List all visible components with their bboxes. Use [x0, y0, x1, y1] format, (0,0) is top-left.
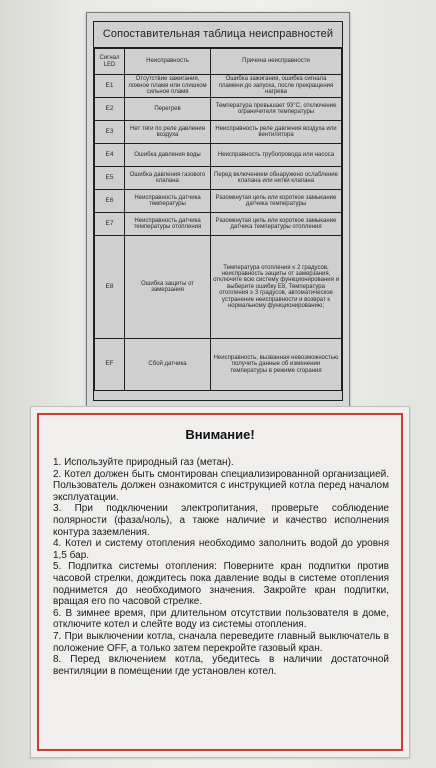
fault-cause: Перед включением обнаружено ослабление клапана или нитки клапана — [211, 167, 342, 190]
fault-code: E6 — [95, 190, 125, 213]
table-row — [95, 190, 342, 213]
header-fault: Неисправность — [125, 49, 211, 75]
header-signal: Сигнал LED — [95, 49, 125, 75]
instruction-item: 3. При подключении электропитания, проверьте соблюдение полярности (фаза/ноль), а также наличие и качество исполнения контура заземления. — [53, 503, 389, 538]
instruction-item: 1. Используйте природный газ (метан). — [53, 457, 234, 468]
instruction-item: 7. При выключении котла, сначала переведите главный выключатель в положение OFF, а только затем перекройте газовый кран. — [53, 630, 389, 654]
fault-name: Отсутствие зажигания, ложное пламя или слишком сильное пламя — [125, 75, 211, 98]
instruction-item: 5. Подпитка системы отопления: Поверните кран подпитки против часовой стрелки, дождитесь пока давление воды в системе отопления поднимется до необходимого значения. Закройте кран подпитки, вращая его по часовой стрелке. — [53, 561, 389, 608]
fault-cause: Температура превышает 93°С, отключение ограничителя температуры — [211, 98, 342, 121]
fault-table — [94, 48, 342, 391]
fault-code: E8 — [95, 236, 125, 339]
fault-name: Неисправность датчика температуры отопления — [125, 213, 211, 236]
fault-code: E2 — [95, 98, 125, 121]
table-row — [95, 121, 342, 144]
fault-name: Ошибка защиты от замерзания — [125, 236, 211, 339]
fault-cause: Разомкнутая цепь или короткое замыкание датчика температуры отопления — [211, 213, 342, 236]
instruction-item: 6. В зимнее время, при длительном отсутствии пользователя в доме, отключите котел и слейте воду из системы отопления. — [53, 607, 389, 631]
fault-name: Сбой датчика — [125, 339, 211, 391]
warning-red-frame — [37, 413, 403, 751]
warning-heading: Внимание! — [185, 427, 255, 442]
table-row — [95, 75, 342, 98]
fault-cause: Температура отопления ≤ 2 градусов, неисправность защиты от замерзания, отключите всю систему функционирования и выберите ошибку E8, Температура отопления ≥ 3 градусов, автоматическое устранение неисправности и возврат к нормальному функционированию; — [211, 236, 342, 339]
header-cause: Причина неисправности — [211, 49, 342, 75]
fault-table-title: Сопоставительная таблица неисправностей — [94, 22, 342, 48]
fault-name: Неисправность датчика температуры — [125, 190, 211, 213]
fault-code: E7 — [95, 213, 125, 236]
fault-cause: Неисправность, вызванная невозможностью получить данные об изменении температуры в режиме сгорания — [211, 339, 342, 391]
table-row — [95, 167, 342, 190]
warning-instructions — [53, 457, 389, 677]
fault-name: Ошибка давления газового клапана — [125, 167, 211, 190]
fault-cause: Неисправность реле давления воздуха или вентилятора — [211, 121, 342, 144]
instruction-item: 2. Котел должен быть смонтирован специализированной организацией. Пользователь должен ознакомится с инструкцией котла перед началом эксплуатации. — [53, 468, 389, 503]
fault-name: Нет тяги по реле давления воздуха — [125, 121, 211, 144]
fault-cause: Неисправность трубопровода или насоса — [211, 144, 342, 167]
fault-code: E3 — [95, 121, 125, 144]
instruction-item: 4. Котел и систему отопления необходимо заполнить водой до уровня 1,5 бар. — [53, 538, 389, 561]
table-row — [95, 98, 342, 121]
fault-cause: Разомкнутая цепь или короткое замыкание датчика температуры — [211, 190, 342, 213]
fault-code: E5 — [95, 167, 125, 190]
warning-label — [30, 406, 410, 758]
fault-table-frame — [93, 21, 343, 401]
table-row — [95, 144, 342, 167]
instruction-item: 8. Перед включением котла, убедитесь в наличии достаточной вентиляции в помещении где установлен котел. — [53, 654, 389, 677]
fault-code: E4 — [95, 144, 125, 167]
fault-table-label — [86, 12, 350, 410]
table-row — [95, 236, 342, 339]
table-row — [95, 339, 342, 391]
fault-code: EF — [95, 339, 125, 391]
fault-code: E1 — [95, 75, 125, 98]
fault-name: Перегрев — [125, 98, 211, 121]
fault-name: Ошибка давления воды — [125, 144, 211, 167]
fault-cause: Ошибка зажигания, ошибка сигнала пламени до запуска, после прекращения нагрева — [211, 75, 342, 98]
fault-table-header-row — [95, 49, 342, 75]
table-row — [95, 213, 342, 236]
